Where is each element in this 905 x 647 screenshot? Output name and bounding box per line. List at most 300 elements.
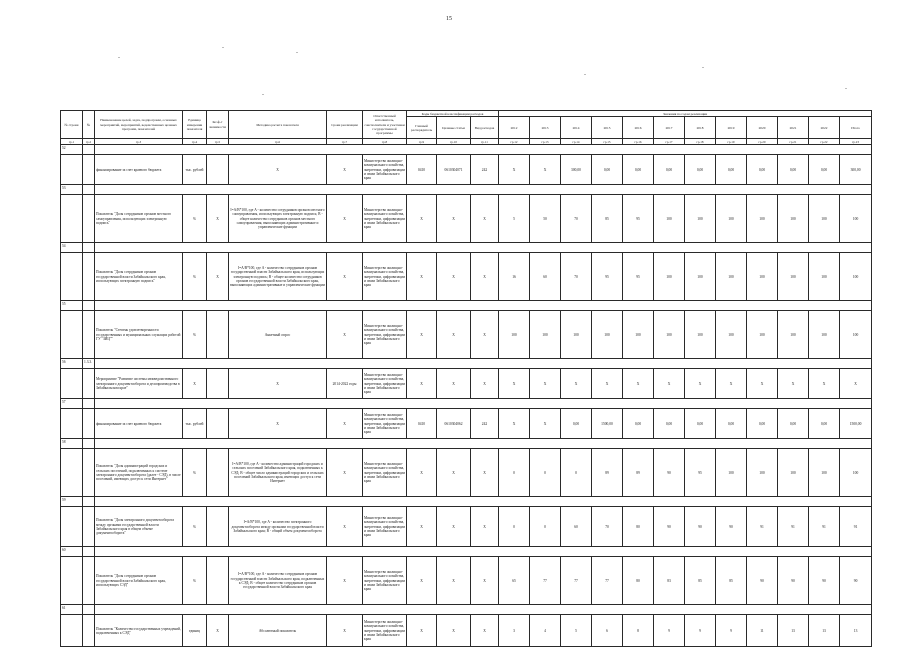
separator-fill	[95, 359, 872, 369]
total-cell: 90	[840, 557, 872, 605]
table-row	[61, 253, 872, 301]
column-number: гр.8	[363, 139, 407, 145]
column-number: гр.19	[716, 139, 747, 145]
column-number: гр.11	[471, 139, 499, 145]
column-number: гр.10	[437, 139, 471, 145]
term-cell: 2014-2022 годы	[327, 369, 363, 399]
row-separator	[61, 359, 872, 369]
empty-cell	[61, 615, 83, 647]
year-value-cell: X	[530, 369, 561, 399]
column-number: гр.18	[685, 139, 716, 145]
grbs-cell: X	[407, 557, 437, 605]
header-num: №	[83, 111, 95, 139]
header-unit: Единица измерения показателя	[183, 111, 207, 139]
column-number: гр.7	[327, 139, 363, 145]
grbs-cell: X	[407, 195, 437, 243]
column-number: гр.4	[183, 139, 207, 145]
separator-fill	[95, 399, 872, 409]
empty-cell	[61, 557, 83, 605]
csr-cell: X	[437, 615, 471, 647]
unit-cell: тыс. рублей	[183, 409, 207, 439]
year-value-cell: 91	[809, 507, 840, 547]
year-value-cell: 80	[623, 557, 654, 605]
year-value-cell: 90	[716, 507, 747, 547]
year-value-cell: 85	[716, 557, 747, 605]
separator-fill	[95, 439, 872, 449]
year-value-cell: 85	[592, 195, 623, 243]
year-value-cell: 9	[716, 615, 747, 647]
header-year: 2012	[499, 117, 530, 139]
header-year: 2019	[716, 117, 747, 139]
table-row	[61, 449, 872, 497]
responsible-cell: Министерство жилищно-коммунального хозяйства, энергетики, цифровизации и связи Забайкальского края	[363, 507, 407, 547]
scan-speck	[222, 47, 224, 48]
year-value-cell: 100	[685, 253, 716, 301]
row-number: 55	[61, 301, 83, 311]
coef-cell: X	[207, 195, 229, 243]
separator-fill	[95, 497, 872, 507]
empty-cell	[61, 311, 83, 359]
year-value-cell: 100	[809, 311, 840, 359]
year-value-cell: 0,00	[809, 155, 840, 185]
year-value-cell: X	[654, 369, 685, 399]
year-value-cell: 90	[654, 507, 685, 547]
header-total: Итого	[840, 117, 872, 139]
total-cell: X	[840, 369, 872, 399]
empty-cell	[83, 449, 95, 497]
year-value-cell: 11	[747, 615, 778, 647]
header-row-no: № строки	[61, 111, 83, 139]
year-value-cell: 100	[685, 311, 716, 359]
vr-cell: X	[471, 369, 499, 399]
year-value-cell: 100	[654, 253, 685, 301]
row-separator	[61, 605, 872, 615]
scan-speck	[702, 67, 704, 68]
row-number: 52	[61, 145, 83, 155]
year-value-cell: 0	[561, 449, 592, 497]
method-cell: I=A/B*100, где A - количество сотрудников органов местного самоуправления, использующих электронную подпись; B - общее количество сотрудников органов местного самоуправления, выполняющих административные и управленческие функции	[229, 195, 327, 243]
year-value-cell: 90	[778, 557, 809, 605]
year-value-cell: 0	[499, 507, 530, 547]
year-value-cell: 100	[747, 253, 778, 301]
year-value-cell: 0,00	[623, 409, 654, 439]
year-value-cell: 0,00	[747, 409, 778, 439]
term-cell: X	[327, 195, 363, 243]
indicator-name: Показатель "Доля администраций городских и сельских поселений, подключенных к системе электронного документооборота (далее - СЭД), в числе поселений, имеющих доступ к сети Интернет"	[95, 449, 183, 497]
vr-cell: 242	[471, 155, 499, 185]
header-year: 2020	[747, 117, 778, 139]
empty-cell	[61, 369, 83, 399]
year-value-cell: 0	[499, 449, 530, 497]
csr-cell: 0610304062	[437, 409, 471, 439]
year-value-cell: 100	[747, 195, 778, 243]
coef-cell	[207, 507, 229, 547]
indicator-name: финансирование за счет краевого бюджета	[95, 409, 183, 439]
year-value-cell: 70	[561, 195, 592, 243]
row-number: 59	[61, 497, 83, 507]
grbs-cell: X	[407, 449, 437, 497]
method-cell: I=A/B*100, где A - количество сотрудников органов государственной власти Забайкальского края, подключенных к СЭД; B - общее количество сотрудников органов государственной власти Забайкальского края	[229, 557, 327, 605]
row-number: 60	[61, 547, 83, 557]
year-value-cell: 90	[685, 507, 716, 547]
separator-fill	[95, 547, 872, 557]
method-cell: X	[229, 409, 327, 439]
year-value-cell: 16	[499, 253, 530, 301]
year-value-cell: 0,00	[685, 155, 716, 185]
year-value-cell: 95	[623, 195, 654, 243]
vr-cell: X	[471, 253, 499, 301]
csr-cell: X	[437, 253, 471, 301]
empty-cell	[83, 311, 95, 359]
program-indicators-table	[60, 110, 872, 647]
year-value-cell: 0,00	[561, 409, 592, 439]
year-value-cell: 95	[623, 253, 654, 301]
indicator-name: Показатель "Доля электронного документооборота между органами государственной власти Забайкальского края в общем объеме документооборота"	[95, 507, 183, 547]
year-value-cell: 60	[561, 507, 592, 547]
column-number: гр.1	[61, 139, 83, 145]
total-cell: 1500,00	[840, 409, 872, 439]
year-value-cell: 0,00	[654, 155, 685, 185]
header-year: 2018	[685, 117, 716, 139]
year-value-cell: 100	[654, 195, 685, 243]
year-value-cell: X	[561, 369, 592, 399]
column-number: гр.6	[229, 139, 327, 145]
coef-cell	[207, 449, 229, 497]
header-term: Сроки реализации	[327, 111, 363, 139]
header-budget-codes: Коды бюджетной классификации расходов	[407, 111, 499, 117]
vr-cell: X	[471, 449, 499, 497]
year-value-cell: 90	[654, 449, 685, 497]
header-year: 2021	[778, 117, 809, 139]
empty-cell	[83, 507, 95, 547]
column-number: гр.16	[623, 139, 654, 145]
header-yearly-values: Значения по годам реализации	[499, 111, 872, 117]
scan-speck	[584, 74, 586, 75]
year-value-cell: 5	[561, 615, 592, 647]
year-value-cell: 50	[530, 195, 561, 243]
year-value-cell: 9	[654, 615, 685, 647]
total-cell: 100	[840, 195, 872, 243]
year-value-cell: 91	[747, 507, 778, 547]
scan-speck	[296, 52, 298, 53]
csr-cell: X	[437, 507, 471, 547]
header-coef: Коэф-т значимости	[207, 111, 229, 139]
separator-fill	[95, 145, 872, 155]
year-value-cell: 9	[685, 615, 716, 647]
year-value-cell: 100	[623, 311, 654, 359]
term-cell: X	[327, 253, 363, 301]
year-value-cell: 13	[809, 615, 840, 647]
column-number: гр.5	[207, 139, 229, 145]
item-number	[83, 547, 95, 557]
indicator-name: Показатель "Количество государственных учреждений, подключенных к СЭД"	[95, 615, 183, 647]
year-value-cell: 0,00	[685, 409, 716, 439]
year-value-cell: 95	[685, 449, 716, 497]
year-value-cell: 100	[716, 311, 747, 359]
item-number: 1.3.3.	[83, 359, 95, 369]
grbs-cell: 0410	[407, 409, 437, 439]
table-row	[61, 615, 872, 647]
header-csr: Целевые статьи	[437, 117, 471, 139]
term-cell: X	[327, 615, 363, 647]
year-value-cell: 0,00	[716, 409, 747, 439]
header-name: Наименование целей, задач, подпрограмм, основных мероприятий, мероприятий, ведомственных целевых программ, показателей	[95, 111, 183, 139]
year-value-cell: 91	[778, 507, 809, 547]
term-cell: X	[327, 155, 363, 185]
grbs-cell: X	[407, 253, 437, 301]
vr-cell: X	[471, 195, 499, 243]
method-cell: Анкетный опрос	[229, 311, 327, 359]
responsible-cell: Министерство жилищно-коммунального хозяйства, энергетики, цифровизации и связи Забайкальского края	[363, 369, 407, 399]
total-cell: 91	[840, 507, 872, 547]
separator-fill	[95, 185, 872, 195]
term-cell: X	[327, 409, 363, 439]
year-value-cell: X	[592, 369, 623, 399]
separator-fill	[95, 243, 872, 253]
method-cell: I=A/B*100, где A - количество электронного документооборота между органами государственной власти Забайкальского края; B - общий объем документооборота	[229, 507, 327, 547]
coef-cell: X	[207, 615, 229, 647]
empty-cell	[83, 615, 95, 647]
column-number: гр.22	[809, 139, 840, 145]
indicator-name: Показатель "Доля сотрудников органов государственной власти Забайкальского края, использующих СЭД"	[95, 557, 183, 605]
responsible-cell: Министерство жилищно-коммунального хозяйства, энергетики, цифровизации и связи Забайкальского края	[363, 311, 407, 359]
header-responsible: Ответственный исполнитель, соисполнители и участники государственной программы	[363, 111, 407, 139]
year-value-cell: 8	[623, 615, 654, 647]
indicator-name: Мероприятие "Развитие системы межведомственного электронного документооборота и делопроизводства в Забайкальском крае"	[95, 369, 183, 399]
header-year: 2015	[592, 117, 623, 139]
csr-cell: X	[437, 557, 471, 605]
year-value-cell: 89	[623, 449, 654, 497]
separator-fill	[95, 605, 872, 615]
column-number: гр.3	[95, 139, 183, 145]
year-value-cell: 100	[530, 311, 561, 359]
coef-cell: X	[207, 253, 229, 301]
year-value-cell: 13	[778, 615, 809, 647]
year-value-cell: 100	[778, 311, 809, 359]
column-number: гр.2	[83, 139, 95, 145]
coef-cell	[207, 557, 229, 605]
year-value-cell: X	[530, 409, 561, 439]
header-year: 2014	[561, 117, 592, 139]
year-value-cell: 6	[592, 615, 623, 647]
unit-cell: %	[183, 253, 207, 301]
coef-cell	[207, 311, 229, 359]
coef-cell	[207, 409, 229, 439]
year-value-cell: 90	[747, 557, 778, 605]
method-cell: X	[229, 155, 327, 185]
row-number: 56	[61, 359, 83, 369]
header-method: Методика расчета показателя	[229, 111, 327, 139]
vr-cell: X	[471, 557, 499, 605]
item-number	[83, 399, 95, 409]
separator-fill	[95, 301, 872, 311]
empty-cell	[83, 557, 95, 605]
vr-cell: X	[471, 507, 499, 547]
year-value-cell: 100	[809, 449, 840, 497]
year-value-cell: 65	[499, 557, 530, 605]
year-value-cell: 100	[778, 195, 809, 243]
total-cell: 100	[840, 311, 872, 359]
table-row	[61, 507, 872, 547]
table-row	[61, 409, 872, 439]
column-number: гр.23	[840, 139, 872, 145]
year-value-cell: 100	[716, 195, 747, 243]
scan-speck	[118, 57, 120, 58]
year-value-cell: 0	[530, 449, 561, 497]
year-value-cell: X	[747, 369, 778, 399]
year-value-cell: 100	[778, 449, 809, 497]
unit-cell: %	[183, 195, 207, 243]
year-value-cell: X	[685, 369, 716, 399]
row-separator	[61, 497, 872, 507]
year-value-cell: 1500,00	[592, 409, 623, 439]
year-value-cell: 0,00	[716, 155, 747, 185]
unit-cell: %	[183, 449, 207, 497]
year-value-cell: 80	[623, 507, 654, 547]
scan-speck	[845, 88, 847, 89]
year-value-cell: 0,00	[654, 409, 685, 439]
year-value-cell: 100	[809, 253, 840, 301]
table-body	[61, 145, 872, 647]
year-value-cell: 0,00	[592, 155, 623, 185]
header-year: 2017	[654, 117, 685, 139]
coef-cell	[207, 369, 229, 399]
row-separator	[61, 185, 872, 195]
vr-cell: X	[471, 311, 499, 359]
year-value-cell: 100	[685, 195, 716, 243]
year-value-cell: 100	[747, 449, 778, 497]
year-value-cell: 0,00	[623, 155, 654, 185]
year-value-cell: 4	[530, 615, 561, 647]
column-number: гр.9	[407, 139, 437, 145]
unit-cell: X	[183, 369, 207, 399]
year-value-cell: X	[499, 155, 530, 185]
csr-cell: 0610304071	[437, 155, 471, 185]
term-cell: X	[327, 311, 363, 359]
year-value-cell: 95	[592, 253, 623, 301]
column-number: гр.15	[592, 139, 623, 145]
responsible-cell: Министерство жилищно-коммунального хозяйства, энергетики, цифровизации и связи Забайкальского края	[363, 615, 407, 647]
term-cell: X	[327, 557, 363, 605]
empty-cell	[61, 409, 83, 439]
year-value-cell: 89	[592, 449, 623, 497]
responsible-cell: Министерство жилищно-коммунального хозяйства, энергетики, цифровизации и связи Забайкальского края	[363, 449, 407, 497]
year-value-cell: X	[530, 155, 561, 185]
row-number: 61	[61, 605, 83, 615]
year-value-cell: X	[716, 369, 747, 399]
row-separator	[61, 399, 872, 409]
year-value-cell: 90	[809, 557, 840, 605]
year-value-cell: 100	[716, 253, 747, 301]
scan-speck	[262, 94, 264, 95]
method-cell: I=A/B*100, где A - количество сотрудников органов государственной власти Забайкальского края, использующих электронную подпись; B - общее количество сотрудников органов государственной власти Забайкальского края, выполняющих административные и управленческие функции	[229, 253, 327, 301]
year-value-cell: 100	[592, 311, 623, 359]
vr-cell: X	[471, 615, 499, 647]
year-value-cell: X	[499, 409, 530, 439]
year-value-cell: X	[623, 369, 654, 399]
year-value-cell: 0,00	[778, 409, 809, 439]
item-number	[83, 185, 95, 195]
year-value-cell: 100	[716, 449, 747, 497]
empty-cell	[83, 155, 95, 185]
csr-cell: X	[437, 195, 471, 243]
column-number: гр.20	[747, 139, 778, 145]
grbs-cell: 0410	[407, 155, 437, 185]
method-cell: Абсолютный показатель	[229, 615, 327, 647]
table-row	[61, 557, 872, 605]
indicator-name: Показатель "Доля сотрудников органов местного самоуправления, использующих электронную подпись"	[95, 195, 183, 243]
year-value-cell: X	[499, 369, 530, 399]
item-number	[83, 145, 95, 155]
page-number: 15	[446, 16, 452, 22]
header-year: 2013	[530, 117, 561, 139]
table-row	[61, 155, 872, 185]
responsible-cell: Министерство жилищно-коммунального хозяйства, энергетики, цифровизации и связи Забайкальского края	[363, 253, 407, 301]
table-header	[61, 111, 872, 145]
indicator-name: Показатель "Доля сотрудников органов государственной власти Забайкальского края, использующих электронную подпись"	[95, 253, 183, 301]
row-separator	[61, 145, 872, 155]
responsible-cell: Министерство жилищно-коммунального хозяйства, энергетики, цифровизации и связи Забайкальского края	[363, 409, 407, 439]
empty-cell	[83, 369, 95, 399]
column-number: гр.12	[499, 139, 530, 145]
year-value-cell: 300,00	[561, 155, 592, 185]
year-value-cell: 60	[530, 253, 561, 301]
column-number: гр.14	[561, 139, 592, 145]
header-year: 2016	[623, 117, 654, 139]
row-separator	[61, 243, 872, 253]
year-value-cell: 77	[561, 557, 592, 605]
csr-cell: X	[437, 369, 471, 399]
total-cell: 13	[840, 615, 872, 647]
term-cell: X	[327, 507, 363, 547]
year-value-cell: 0	[530, 507, 561, 547]
year-value-cell: 3	[499, 615, 530, 647]
year-value-cell: 100	[654, 311, 685, 359]
item-number	[83, 439, 95, 449]
csr-cell: X	[437, 449, 471, 497]
table-row	[61, 195, 872, 243]
method-cell: I=A/B*100, где A - количество администраций городских и сельских поселений Забайкальского края, подключенных к СЭД; B - общее число администраций городских и сельских поселений Забайкальского края, имеющих доступ к сети Интернет	[229, 449, 327, 497]
indicator-name: Показатель "Степень удовлетворенности государственных и муниципальных служащих работой ГУ "ЗИЦ""	[95, 311, 183, 359]
empty-cell	[61, 449, 83, 497]
csr-cell: X	[437, 311, 471, 359]
year-value-cell: 100	[499, 311, 530, 359]
empty-cell	[61, 507, 83, 547]
year-value-cell: 70	[561, 253, 592, 301]
table-row	[61, 369, 872, 399]
total-cell: 100	[840, 449, 872, 497]
total-cell: 300,00	[840, 155, 872, 185]
header-grbs: Главный распорядитель	[407, 117, 437, 139]
table-row	[61, 311, 872, 359]
empty-cell	[61, 155, 83, 185]
year-value-cell: 85	[685, 557, 716, 605]
year-value-cell: 70	[592, 507, 623, 547]
grbs-cell: X	[407, 507, 437, 547]
row-separator	[61, 301, 872, 311]
unit-cell: %	[183, 311, 207, 359]
year-value-cell: 0,00	[747, 155, 778, 185]
responsible-cell: Министерство жилищно-коммунального хозяйства, энергетики, цифровизации и связи Забайкальского края	[363, 155, 407, 185]
year-value-cell: X	[778, 369, 809, 399]
unit-cell: %	[183, 557, 207, 605]
empty-cell	[61, 253, 83, 301]
empty-cell	[83, 253, 95, 301]
year-value-cell: 100	[809, 195, 840, 243]
item-number	[83, 301, 95, 311]
coef-cell	[207, 155, 229, 185]
unit-cell: тыс. рублей	[183, 155, 207, 185]
